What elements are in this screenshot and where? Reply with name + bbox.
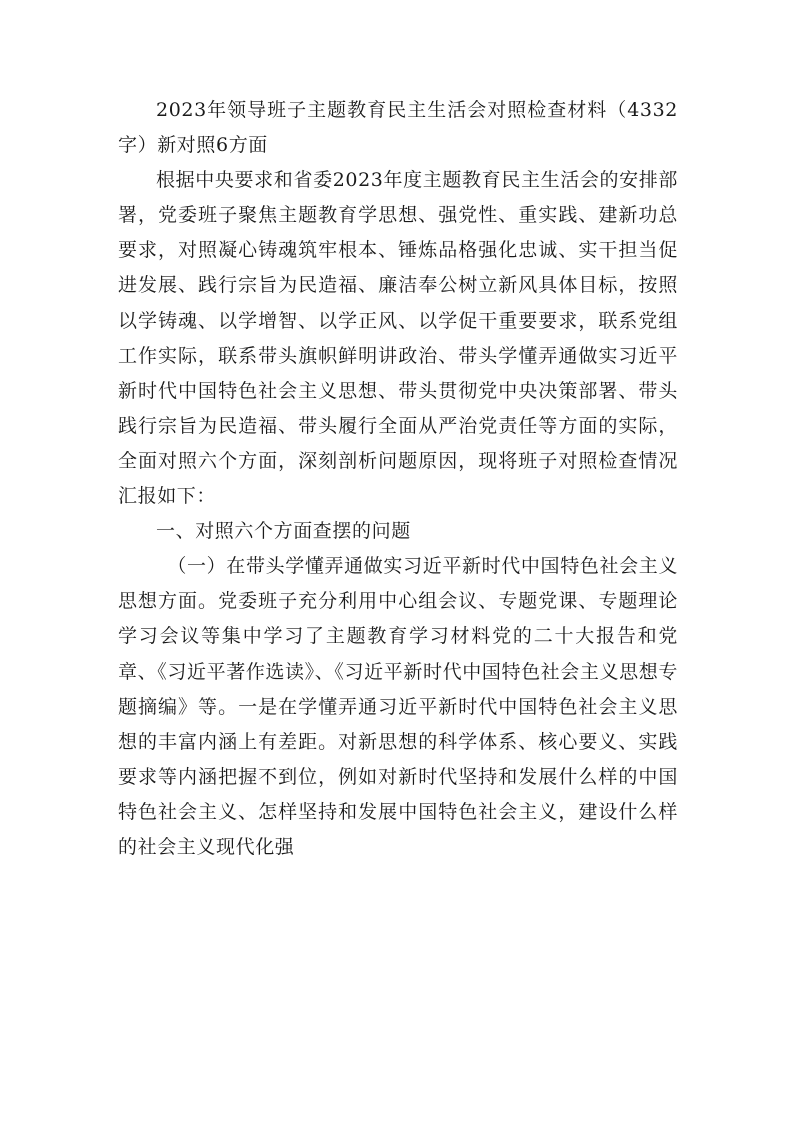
document-body [118,93,678,865]
intro-paragraph: 根据中央要求和省委2023年度主题教育民主生活会的安排部署，党委班子聚焦主题教育学思想、强党性、重实践、建新功总要求，对照凝心铸魂筑牢根本、锤炼品格强化忠诚、实干担当促进发展、践行宗旨为民造福、廉洁奉公树立新风具体目标，按照以学铸魂、以学增智、以学正风、以学促干重要要求，联系党组工作实际，联系带头旗帜鲜明讲政治、带头学懂弄通做实习近平新时代中国特色社会主义思想、带头贯彻党中央决策部署、带头践行宗旨为民造福、带头履行全面从严治党责任等方面的实际，全面对照六个方面，深刻剖析问题原因，现将班子对照检查情况汇报如下： [118,169,678,508]
document-title: 2023年领导班子主题教育民主生活会对照检查材料（4332字）新对照6方面 [118,99,678,157]
section-heading: 一、对照六个方面查摆的问题 [156,520,411,543]
subsection-paragraph: （一）在带头学懂弄通做实习近平新时代中国特色社会主义思想方面。党委班子充分利用中心组会议、专题党课、专题理论学习会议等集中学习了主题教育学习材料党的二十大报告和党章、《习近平著作选读》、《习近平新时代中国特色社会主义思想专题摘编》等。一是在学懂弄通习近平新时代中国特色社会主义思想的丰富内涵上有差距。对新思想的科学体系、核心要义、实践要求等内涵把握不到位，例如对新时代坚持和发展什么样的中国特色社会主义、怎样坚持和发展中国特色社会主义，建设什么样的社会主义现代化强 [118,555,678,858]
